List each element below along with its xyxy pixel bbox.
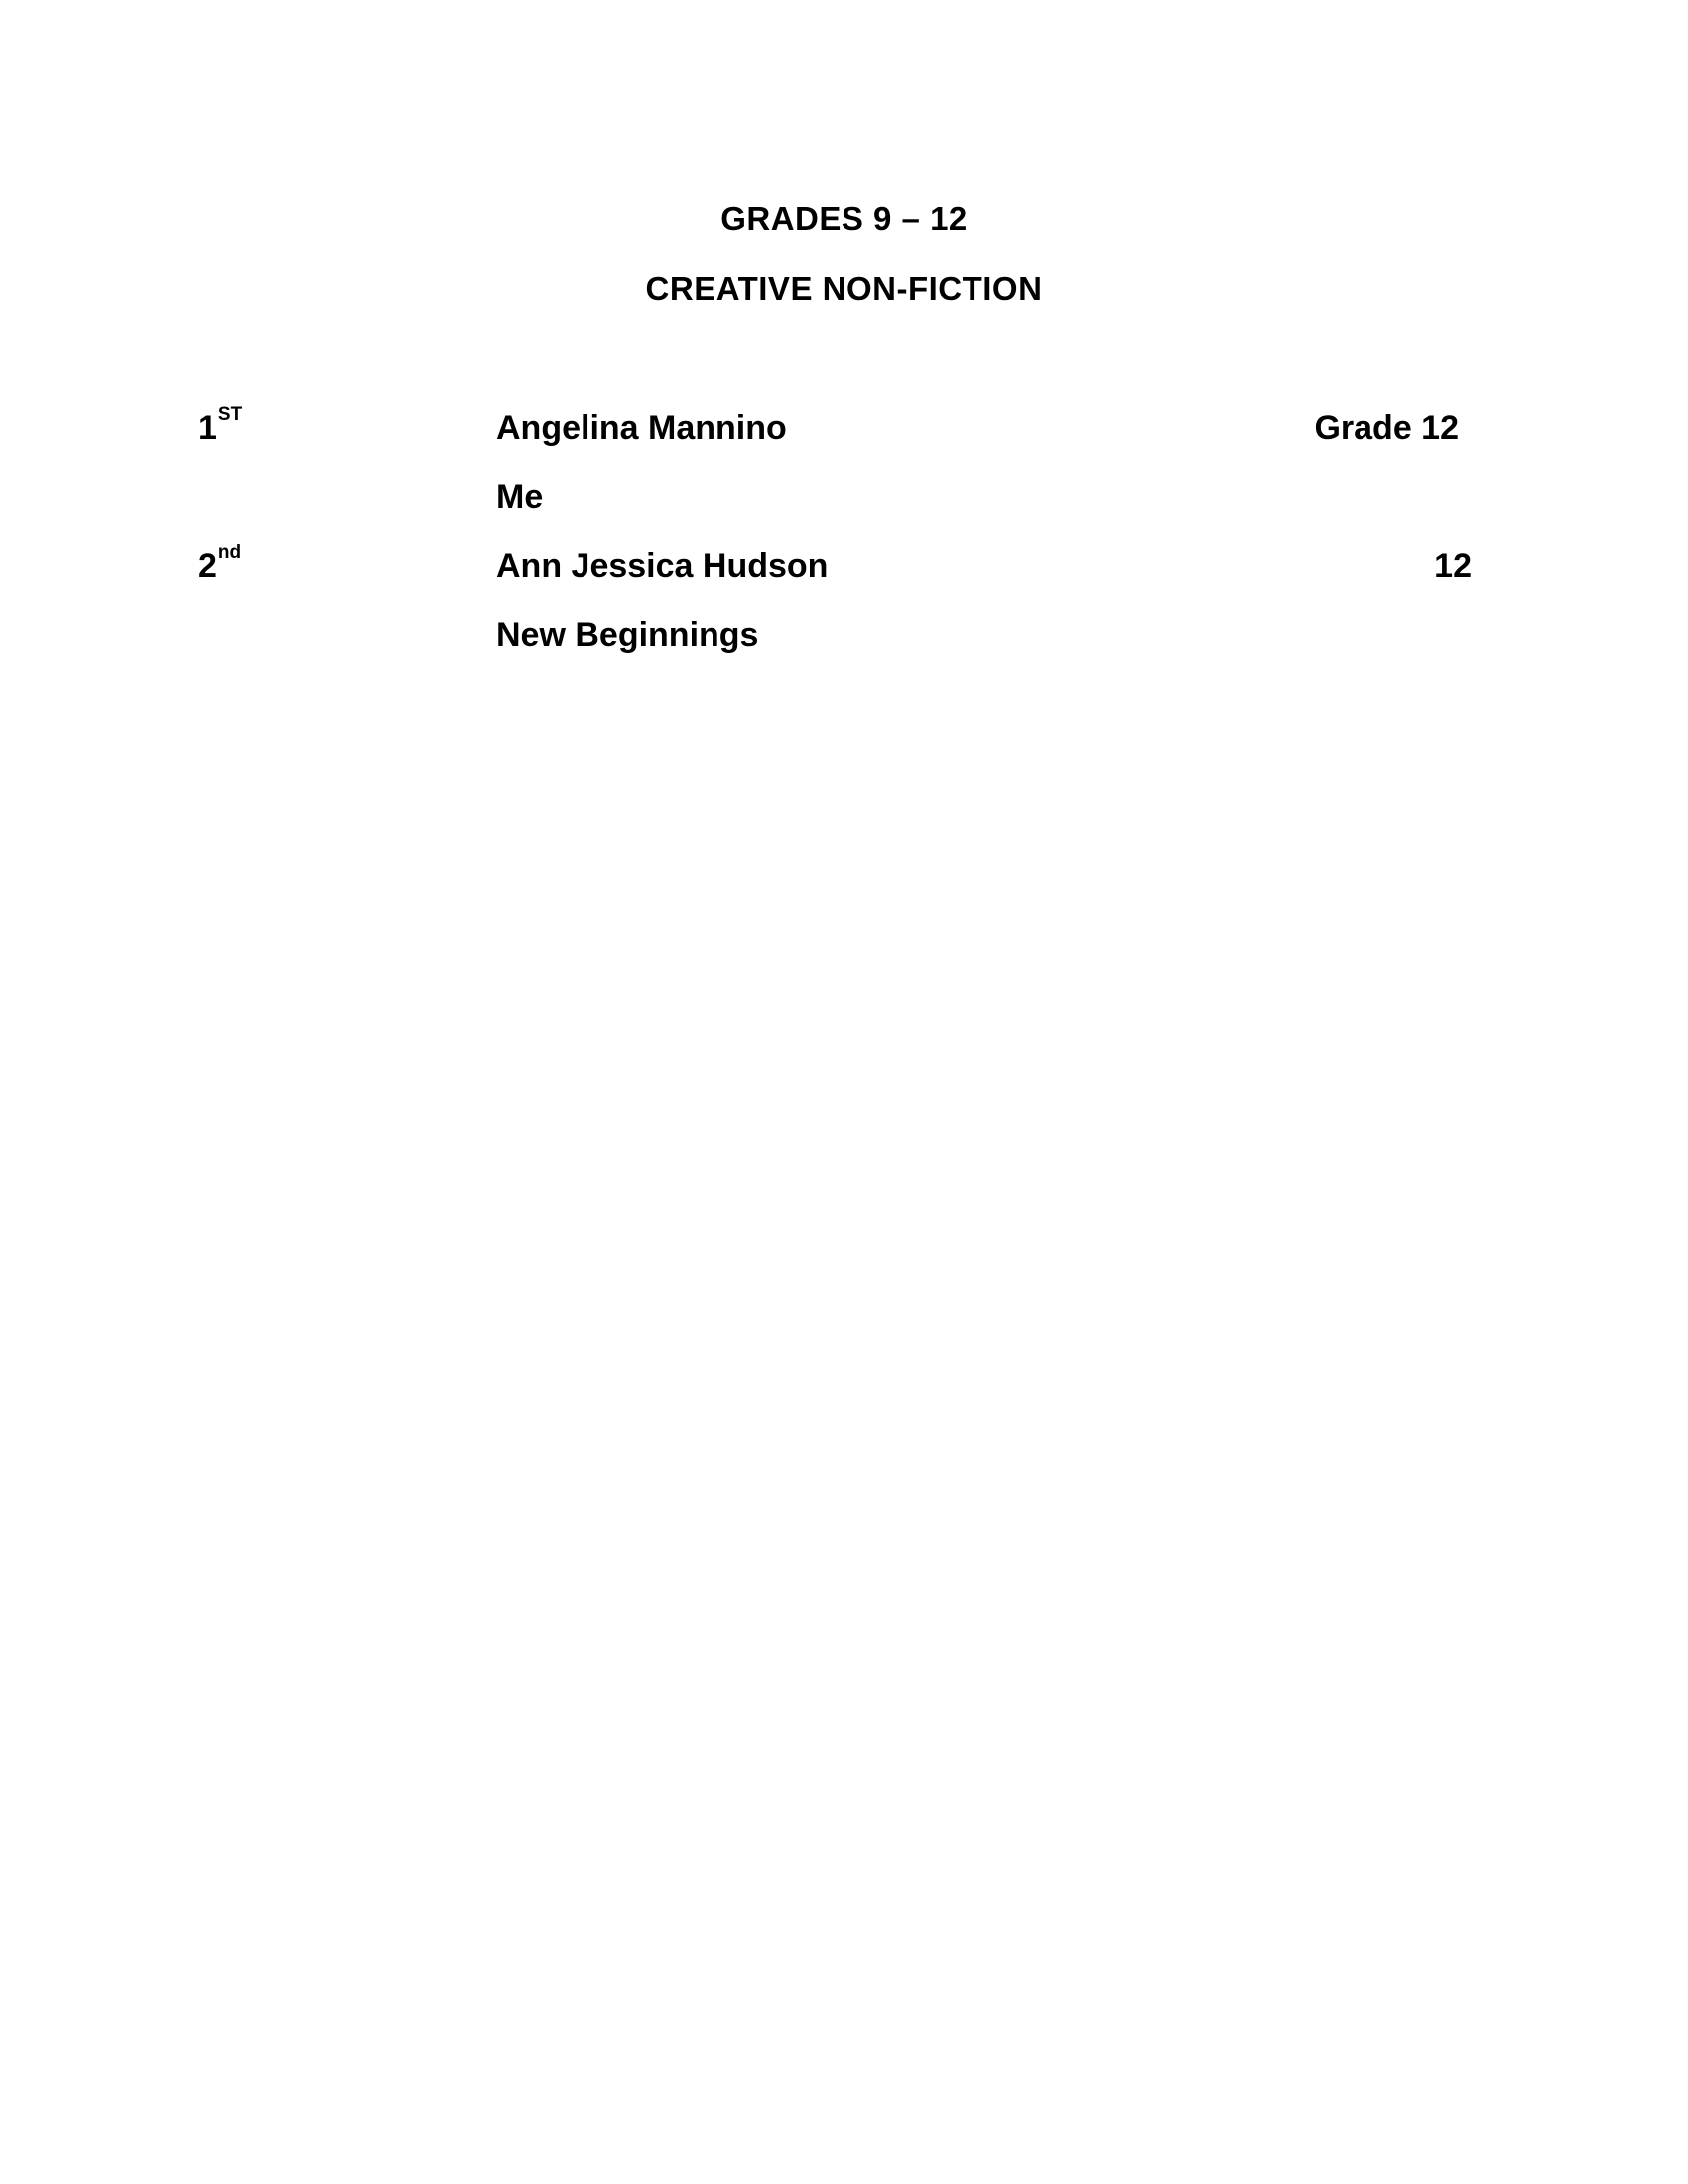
entry-place bbox=[198, 404, 243, 447]
category-heading: CREATIVE NON-FICTION bbox=[645, 270, 1043, 307]
page-heading: GRADES 9 – 12 bbox=[720, 200, 968, 237]
place-suffix: ST bbox=[217, 404, 243, 425]
entry-title: Me bbox=[496, 478, 544, 516]
entry-title: New Beginnings bbox=[496, 616, 759, 654]
entry-place bbox=[198, 542, 242, 584]
entry-name: Angelina Mannino bbox=[496, 409, 787, 447]
entry-name: Ann Jessica Hudson bbox=[496, 547, 829, 584]
entry-grade: Grade 12 bbox=[1314, 409, 1459, 447]
place-number: 1 bbox=[198, 409, 217, 447]
place-suffix: nd bbox=[217, 542, 242, 563]
place-number: 2 bbox=[198, 547, 217, 584]
entry-grade: 12 bbox=[1434, 547, 1472, 584]
